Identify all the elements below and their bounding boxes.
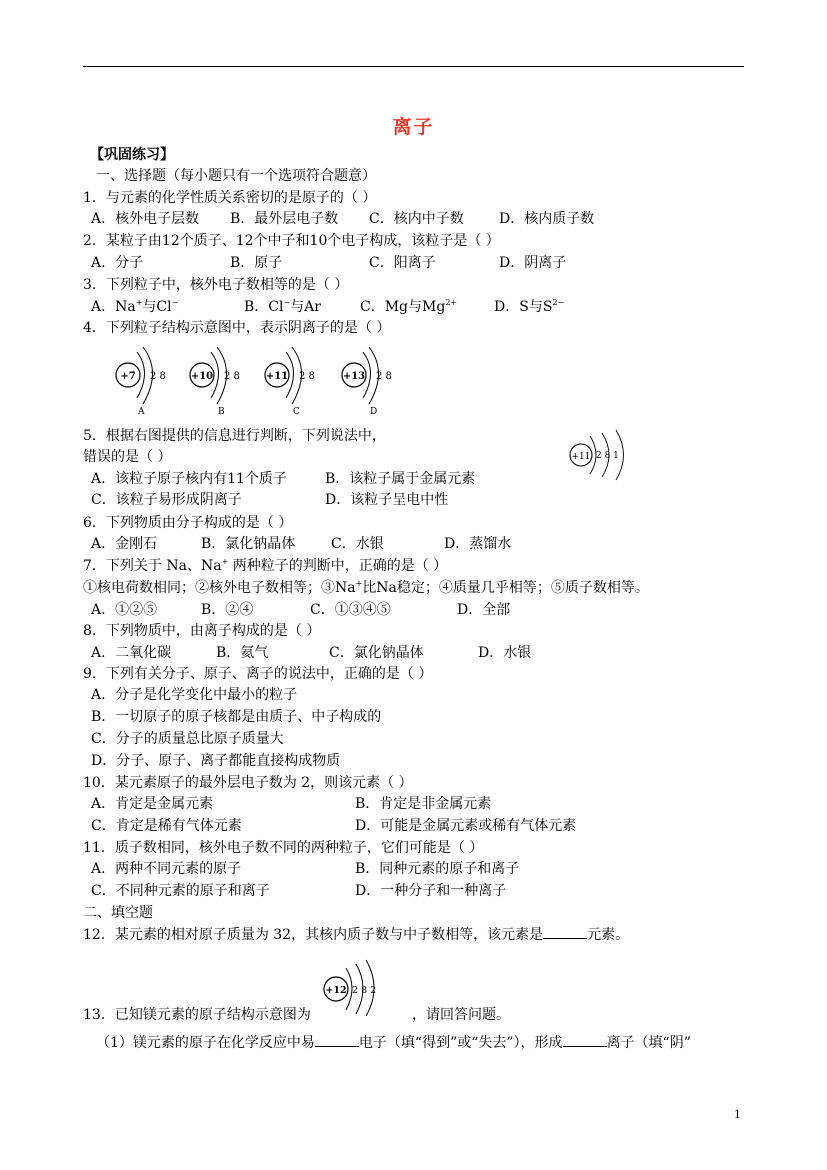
svg-text:A: A xyxy=(138,407,145,417)
q8-option-a: A．二氧化碳 xyxy=(91,645,172,661)
q13-stem-end: ，请回答问题。 xyxy=(412,1007,510,1023)
q11-stem: 11．质子数相同，核外电子数不同的两种粒子，它们可能是（ ） xyxy=(83,840,484,856)
part-one-heading: 一、选择题（每小题只有一个选项符合题意） xyxy=(96,168,376,184)
svg-text:2 8 2: 2 8 2 xyxy=(352,985,377,996)
q6-option-d: D．蒸馏水 xyxy=(444,536,512,552)
q1-stem: 1．与元素的化学性质关系密切的是原子的（ ） xyxy=(83,190,377,206)
q1-option-c: C．核内中子数 xyxy=(369,211,464,227)
q5-stem-line1: 5．根据右图提供的信息进行判断，下列说法中， xyxy=(83,428,386,444)
q5-option-a: A．该粒子原子核内有11个质子 xyxy=(91,471,287,487)
q8-option-c: C．氯化钠晶体 xyxy=(329,645,424,661)
q9-option-c: C．分子的质量总比原子质量大 xyxy=(91,731,284,747)
svg-text:2 8 1: 2 8 1 xyxy=(596,451,619,461)
q9-option-d: D．分子、原子、离子都能直接构成物质 xyxy=(91,753,341,769)
q9-option-b: B．一切原子的原子核都是由质子、中子构成的 xyxy=(91,709,382,725)
q6-option-c: C．水银 xyxy=(331,536,384,552)
part-two-heading: 二、填空题 xyxy=(83,905,153,921)
header-rule xyxy=(83,66,744,67)
q6-option-a: A．金刚石 xyxy=(91,536,158,552)
svg-text:2 8: 2 8 xyxy=(376,371,392,382)
q9-option-a: A．分子是化学变化中最小的粒子 xyxy=(91,687,298,703)
svg-text:B: B xyxy=(218,407,225,417)
q7-option-a: A．①②⑤ xyxy=(91,602,158,618)
q11-option-d: D．一种分子和一种离子 xyxy=(355,883,507,899)
q10-stem: 10．某元素原子的最外层电子数为 2，则该元素（ ） xyxy=(83,775,413,791)
q3-option-a: A．Na+与Cl− xyxy=(91,298,179,315)
atom-diagram-b xyxy=(190,347,240,417)
q10-option-d: D．可能是金属元素或稀有气体元素 xyxy=(355,818,577,834)
page-title: 离子 xyxy=(392,116,435,138)
q11-option-a: A．两种不同元素的原子 xyxy=(91,861,242,877)
svg-text:+11: +11 xyxy=(265,371,289,382)
q5-stem-line2: 错误的是（ ） xyxy=(83,449,172,465)
svg-text:2 8: 2 8 xyxy=(299,371,315,382)
svg-text:+7: +7 xyxy=(120,371,136,382)
q5-option-c: C．该粒子易形成阴离子 xyxy=(91,492,242,508)
q3-option-d: D．S与$S^{2-}$ xyxy=(494,298,565,315)
q5-atom-diagram xyxy=(566,426,636,484)
q1-option-a: A．核外电子层数 xyxy=(91,211,200,227)
q7-option-c: C．①③④⑤ xyxy=(310,602,391,618)
q1-option-d: D．核内质子数 xyxy=(499,211,595,227)
q13-stem: 13．已知镁元素的原子结构示意图为 xyxy=(83,1007,311,1023)
q9-stem: 9．下列有关分子、原子、离子的说法中，正确的是（ ） xyxy=(83,666,433,682)
q2-option-a: A．分子 xyxy=(91,255,144,271)
q2-stem: 2．某粒子由12个质子、12个中子和10个电子构成，该粒子是（ ） xyxy=(83,233,500,249)
q7-statements: ①核电荷数相同；②核外电子数相等；③Na+比Na稳定；④质量几乎相等；⑤质子数相等。 xyxy=(83,579,649,596)
q11-option-b: B．同种元素的原子和离子 xyxy=(355,861,520,877)
q7-option-b: B．②④ xyxy=(201,602,254,618)
svg-text:+12: +12 xyxy=(325,985,347,996)
q6-stem: 6．下列物质由分子构成的是（ ） xyxy=(83,515,293,531)
q5-option-d: D．该粒子呈电中性 xyxy=(325,492,449,508)
q13-blank-1[interactable] xyxy=(315,1034,359,1047)
q3-option-c: C．Mg与$Mg^{2+}$ xyxy=(360,298,458,315)
q2-option-b: B．原子 xyxy=(230,255,283,271)
page-number: 1 xyxy=(734,1108,741,1121)
q10-option-a: A．肯定是金属元素 xyxy=(91,796,214,812)
q4-stem: 4．下列粒子结构示意图中，表示阴离子的是（ ） xyxy=(83,320,391,336)
q6-option-b: B．氯化钠晶体 xyxy=(201,536,296,552)
q2-option-d: D．阴离子 xyxy=(499,255,567,271)
section-heading: 【巩固练习】 xyxy=(90,147,174,163)
q8-option-b: B．氦气 xyxy=(216,645,269,661)
q8-stem: 8．下列物质中，由离子构成的是（ ） xyxy=(83,623,321,639)
q12-answer-blank[interactable] xyxy=(543,926,587,939)
q12-text: 12．某元素的相对原子质量为 32，其核内质子数与中子数相等，该元素是 元素。 xyxy=(83,927,630,943)
q7-option-d: D．全部 xyxy=(457,602,511,618)
svg-text:+13: +13 xyxy=(342,371,366,382)
q7-stem: 7．下列关于 Na、Na+ 两种粒子的判断中，正确的是（ ） xyxy=(83,557,448,574)
atom-diagram-c xyxy=(265,347,315,417)
q3-option-b: B．Cl−与Ar xyxy=(244,298,321,315)
atom-diagram-d xyxy=(342,347,392,417)
svg-text:C: C xyxy=(293,407,300,417)
atom-diagram-a xyxy=(116,347,166,417)
q13-blank-2[interactable] xyxy=(563,1034,607,1047)
svg-text:+10: +10 xyxy=(190,371,214,382)
q10-option-b: B．肯定是非金属元素 xyxy=(355,796,492,812)
q13-atom-diagram xyxy=(320,956,386,1016)
svg-text:+11: +11 xyxy=(571,452,591,462)
q4-atom-diagrams xyxy=(110,342,410,420)
q10-option-c: C．肯定是稀有气体元素 xyxy=(91,818,242,834)
svg-text:2 8: 2 8 xyxy=(150,371,166,382)
q5-option-b: B．该粒子属于金属元素 xyxy=(325,471,476,487)
q2-option-c: C．阳离子 xyxy=(369,255,436,271)
q13-sub1: （1）镁元素的原子在化学反应中易 电子（填“得到”或“失去”），形成 离子（填“阴” xyxy=(96,1035,691,1051)
q1-option-b: B．最外层电子数 xyxy=(230,211,339,227)
svg-text:D: D xyxy=(370,407,378,417)
q8-option-d: D．水银 xyxy=(478,645,532,661)
q3-stem: 3．下列粒子中，核外电子数相等的是（ ） xyxy=(83,277,349,293)
svg-text:2 8: 2 8 xyxy=(224,371,240,382)
q11-option-c: C．不同种元素的原子和离子 xyxy=(91,883,270,899)
